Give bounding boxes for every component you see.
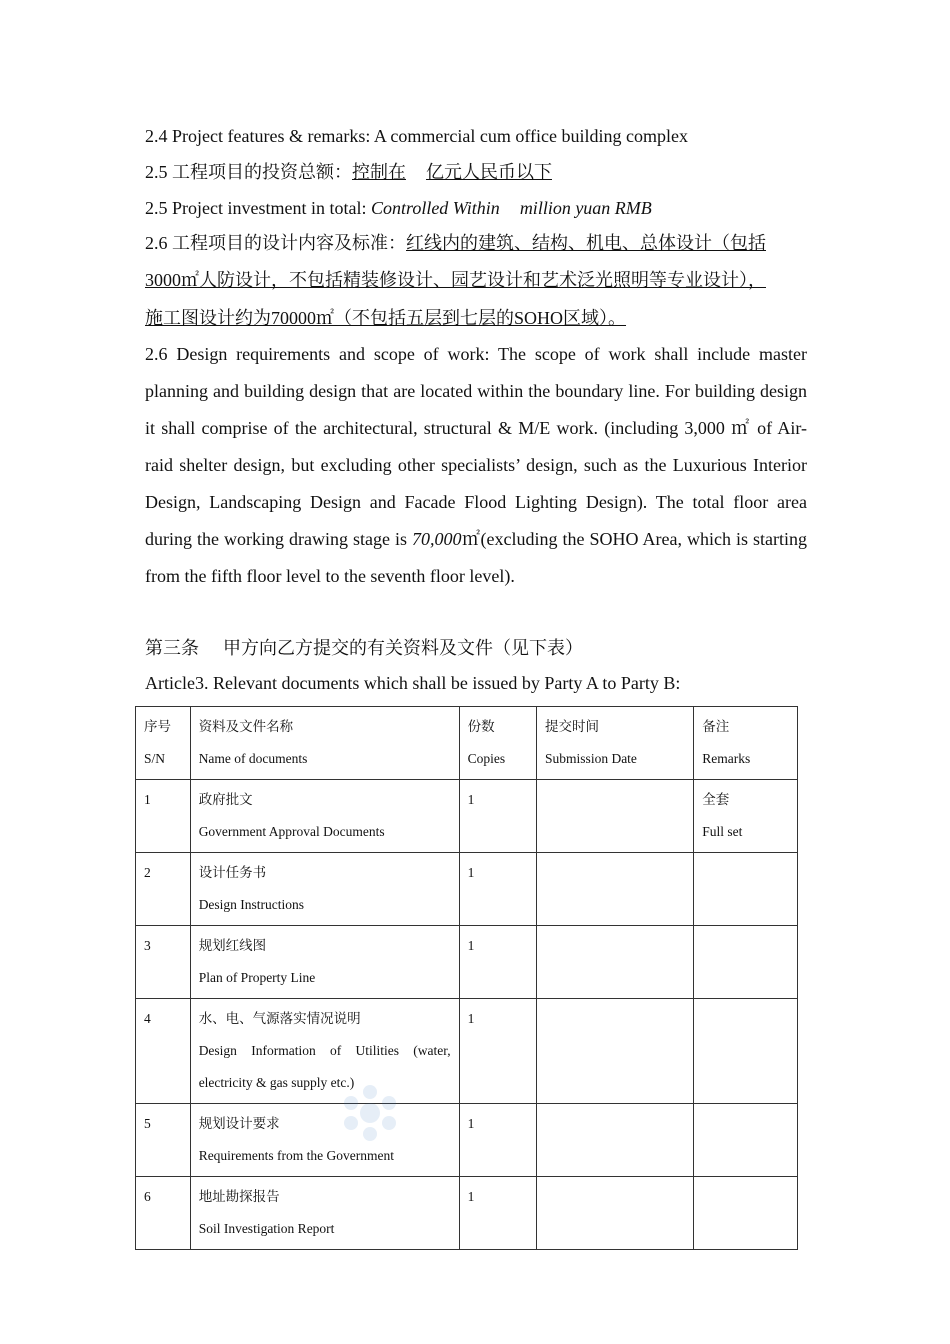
cell-remarks: 全套 Full set (694, 780, 798, 853)
cell-name: 地址勘探报告 Soil Investigation Report (190, 1177, 459, 1250)
working-drawing-area: 70,000 (412, 529, 462, 549)
cell-name: 规划红线图 Plan of Property Line (190, 926, 459, 999)
cell-date (537, 926, 694, 999)
table-row (136, 1104, 798, 1177)
cell-sn: 5 (136, 1104, 191, 1177)
cell-sn: 4 (136, 999, 191, 1104)
section-2-6-en-part2: ㎡(excluding the SOHO Area, which is starting from the fifth floor level to the seventh floor level). (145, 529, 807, 586)
table-row (136, 853, 798, 926)
section-2-6-cn-line1 (145, 225, 807, 262)
cell-name: 规划设计要求 Requirements from the Government (190, 1104, 459, 1177)
table-row (136, 1177, 798, 1250)
header-cell-date: 提交时间 Submission Date (537, 707, 694, 780)
cell-copies: 1 (459, 1177, 536, 1250)
cell-date (537, 780, 694, 853)
section-2-5-en (145, 190, 807, 227)
cell-date (537, 1104, 694, 1177)
section-2-6-en (145, 336, 807, 595)
cell-sn: 2 (136, 853, 191, 926)
investment-en-b: million yuan RMB (519, 198, 652, 218)
cell-copies: 1 (459, 780, 536, 853)
section-2-5-cn-label: 2.5 工程项目的投资总额： (145, 162, 352, 182)
section-2-6-cn-value: 红线内的建筑、结构、机电、总体设计（包括 (406, 233, 766, 253)
cell-copies: 1 (459, 853, 536, 926)
cell-remarks (694, 1104, 798, 1177)
section-2-6-cn-label: 2.6 工程项目的设计内容及标准： (145, 233, 406, 253)
cell-name: 设计任务书 Design Instructions (190, 853, 459, 926)
section-2-5-cn-value (352, 162, 552, 182)
cell-date (537, 1177, 694, 1250)
table-row (136, 926, 798, 999)
article-3-title-cn: 甲方向乙方提交的有关资料及文件（见下表） (223, 638, 583, 658)
cell-remarks (694, 926, 798, 999)
article-3-heading-en: Article3. Relevant documents which shall be issued by Party A to Party B: (145, 673, 681, 693)
cell-remarks (694, 853, 798, 926)
section-2-6-en-part1: 2.6 Design requirements and scope of work: The scope of work shall include master planning and building design that are located within the boundary line. For building design it shall comprise of the architectural, structural & M/E work. (including 3,000 ㎡ of Air-raid shelter design, but excluding other specialists’ design, such as the Luxurious Interior Design, Landscaping Design and Facade Flood Lighting Design). The total floor area during the working drawing stage is (145, 344, 807, 549)
header-cell-sn: 序号 S/N (136, 707, 191, 780)
cell-name: 水、电、气源落实情况说明 Design Information of Utilities (water, electricity & gas supply etc.) (190, 999, 459, 1104)
cell-copies: 1 (459, 1104, 536, 1177)
article-3-number: 第三条 (145, 638, 199, 658)
watermark-snowflake-icon (335, 1078, 405, 1148)
cell-date (537, 999, 694, 1104)
cell-sn: 3 (136, 926, 191, 999)
header-cell-remarks: 备注 Remarks (694, 707, 798, 780)
table-header-row (136, 707, 798, 780)
section-2-6-cn-line3: 施工图设计约为70000㎡（不包括五层到七层的SOHO区域）。 (145, 308, 627, 328)
section-2-4-en: 2.4 Project features & remarks: A commercial cum office building complex (145, 126, 689, 146)
header-cell-name: 资料及文件名称 Name of documents (190, 707, 459, 780)
header-cell-copies: 份数 Copies (459, 707, 536, 780)
table-row (136, 999, 798, 1104)
cell-copies: 1 (459, 926, 536, 999)
table-row (136, 780, 798, 853)
cell-date (537, 853, 694, 926)
section-2-6-cn-line2: 3000㎡人防设计，不包括精装修设计、园艺设计和艺术泛光照明等专业设计）， (145, 270, 766, 290)
cell-remarks (694, 999, 798, 1104)
investment-en-a: Controlled Within (370, 198, 500, 218)
section-2-5-cn (145, 154, 807, 191)
cell-sn: 1 (136, 780, 191, 853)
cell-copies: 1 (459, 999, 536, 1104)
cell-remarks (694, 1177, 798, 1250)
section-2-5-en-label: 2.5 Project investment in total: (145, 198, 371, 218)
documents-table (135, 706, 798, 1250)
investment-cn-b: 亿元人民币以下 (426, 162, 552, 182)
article-3-heading-cn (145, 630, 807, 667)
cell-sn: 6 (136, 1177, 191, 1250)
cell-name: 政府批文 Government Approval Documents (190, 780, 459, 853)
investment-cn-a: 控制在 (352, 162, 406, 182)
